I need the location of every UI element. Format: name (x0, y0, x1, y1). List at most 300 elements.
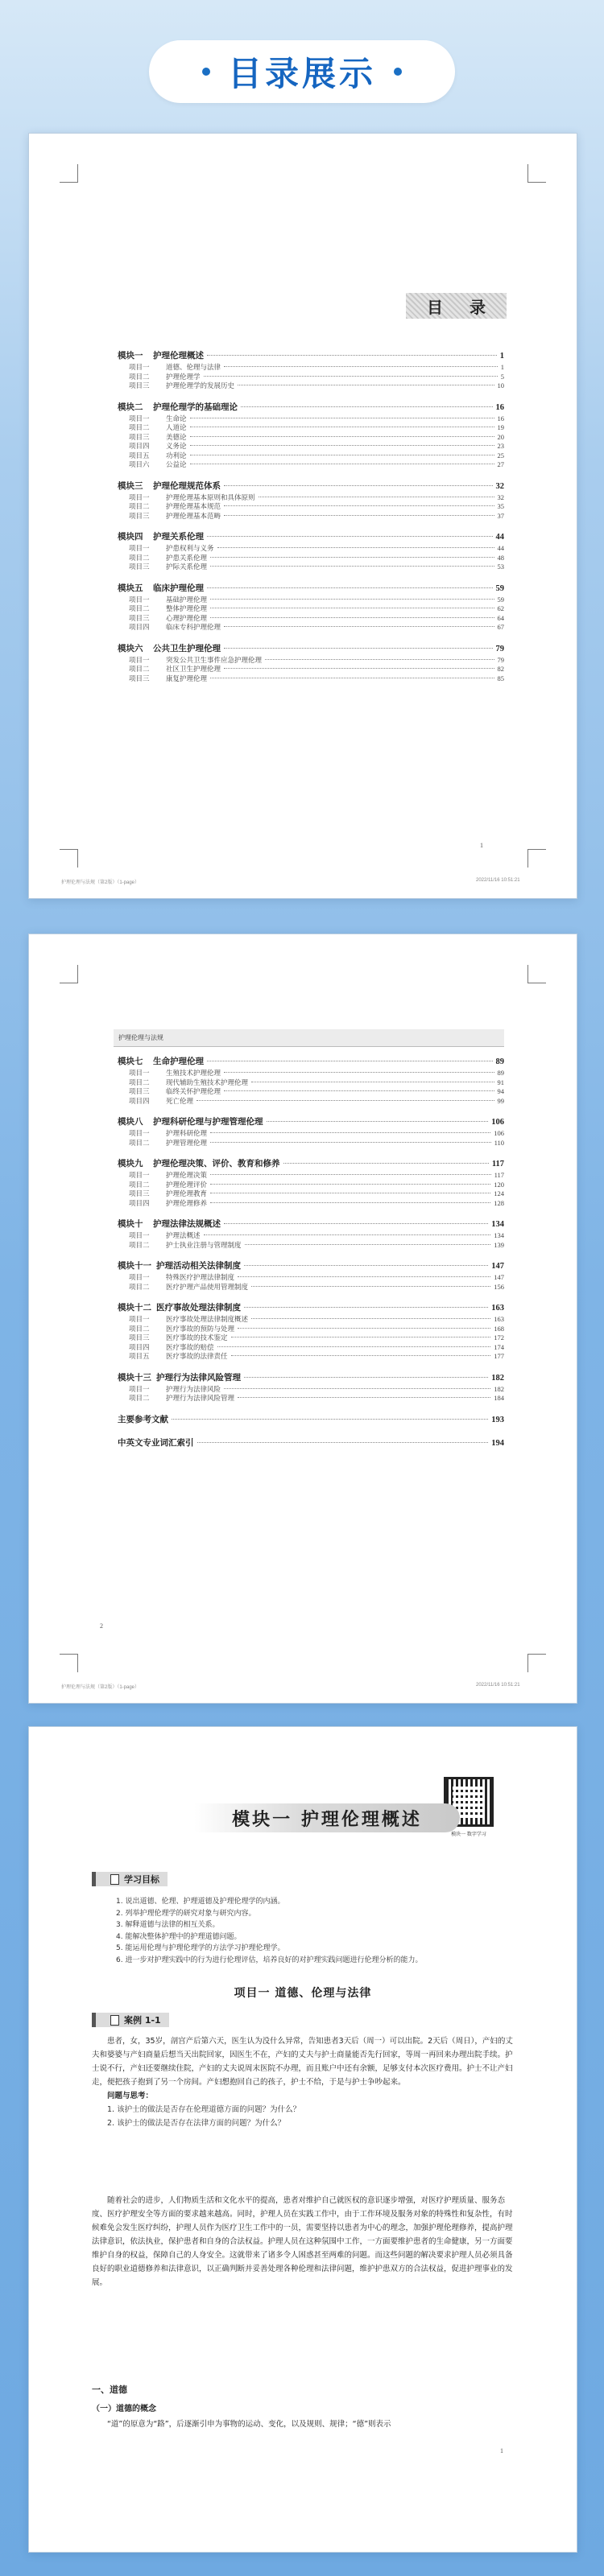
crop-mark (527, 164, 546, 183)
toc-leader-dots (241, 406, 493, 407)
questions-label: 问题与思考： (107, 2092, 154, 2100)
toc-title: 护理科研伦理 (166, 1129, 208, 1137)
crop-mark (60, 1654, 78, 1672)
toc-module-block (118, 1218, 504, 1249)
toc-page-number: 156 (494, 1282, 504, 1291)
toc-page-number: 89 (495, 1057, 504, 1066)
toc-module-row[interactable] (118, 1055, 504, 1068)
toc-label: 项目三 (129, 1087, 150, 1095)
toc-title: 护患权利与义务 (166, 544, 214, 552)
toc-label: 项目一 (129, 655, 150, 664)
toc-page-number: 174 (494, 1342, 504, 1351)
toc-page-2 (28, 934, 577, 1704)
qr-caption: 模块一 数字学习 (451, 1832, 486, 1837)
toc-module-block (118, 1055, 504, 1105)
intro-text: 随着社会的进步，人们物质生活和文化水平的提高，患者对维护自己就医权的意识逐步增强，对医疗护理质量、服务态度、医疗护理安全等方面的要求越来越高。同时，护理人员在实践工作中，由于工作环境及服务对象的特殊性和复杂性，有时候难免会发生医疗纠纷，护理人员作为医疗卫生工作中的一员，需要坚持以患者为中心的理念，加强护理伦理修养，提高护理法律意识，依法执业，保护患者和自身的合法权益。护理人员在这种氛围中工作，一方面要维护患者的生命健康，另一方面要维护自身的权益，保障自己的人身安全。这就带来了诸多令人困惑甚至两难的问题。而这些问题的解决要求护理人员必须具备良好的职业道德修养和法律意识，以正确判断并妥善处理各种伦理和法律问题，维护护患双方的合法权益，促进护理事业的发展。 (92, 2196, 513, 2287)
toc-page-number: 139 (494, 1240, 504, 1249)
toc-title: 医疗事故的技术鉴定 (166, 1333, 228, 1342)
toc-item-row[interactable] (118, 1342, 504, 1352)
toc-leader-dots (238, 1328, 490, 1329)
toc-item-row[interactable] (118, 511, 504, 521)
toc-item-row[interactable] (118, 604, 504, 613)
goal-item: 5. 能运用伦理与护理伦理学的方法学习护理伦理学。 (116, 1944, 285, 1952)
toc-label: 项目二 (129, 665, 150, 673)
toc-page-number: 23 (497, 442, 504, 450)
last-line-text: “道”的原意为“路”，后逐渐引申为事物的运动、变化，以及规则、规律；“德”则表示 (107, 2420, 391, 2429)
toc-page-number: 124 (494, 1189, 504, 1197)
crop-mark (60, 164, 78, 183)
toc-title: 护理科研伦理与护理管理伦理 (153, 1118, 263, 1127)
toc-page-number: 59 (495, 583, 504, 593)
toc-label: 项目四 (129, 1198, 150, 1207)
toc-title: 护理伦理基本范畴 (166, 511, 221, 520)
toc-title: 护理伦理规范体系 (153, 481, 221, 491)
toc-page-number: 59 (497, 595, 504, 604)
toc-page-number: 106 (494, 1129, 504, 1137)
footer-left: 护理伦理与法规（第2版）（1-page） (61, 1685, 140, 1690)
toc-module-block (118, 582, 504, 632)
toc-page-number: 35 (497, 502, 504, 510)
footer-right: 2022/11/16 10:51:21 (476, 878, 520, 883)
toc-item-row[interactable] (118, 553, 504, 563)
toc-leader-dots (197, 1100, 494, 1101)
toc-page-number: 91 (497, 1078, 504, 1086)
toc-title: 护理法律法规概述 (153, 1220, 221, 1229)
toc-module-row[interactable] (118, 1301, 504, 1314)
toc-item-row[interactable] (118, 1272, 504, 1282)
toc-item-row[interactable] (118, 493, 504, 502)
toc-page-number: 194 (491, 1438, 504, 1448)
toc-leader-dots (172, 1419, 488, 1420)
toc-leader-dots (238, 1276, 490, 1277)
toc-item-row[interactable] (118, 414, 504, 423)
toc-title: 医疗事故的法律责任 (166, 1352, 228, 1360)
toc-title: 护理关系伦理 (153, 533, 204, 542)
toc-module-block (118, 480, 504, 521)
toc-leader-dots (238, 1397, 490, 1398)
toc-leader-dots (217, 547, 494, 548)
toc-label: 项目二 (129, 1180, 150, 1189)
section-heading: 一、道德 (92, 2384, 127, 2395)
intro-paragraph (92, 2194, 519, 2290)
toc-label: 项目一 (129, 1129, 150, 1137)
toc-title: 临床护理伦理 (153, 583, 204, 593)
toc-module-row[interactable] (118, 1157, 504, 1170)
toc-label: 项目三 (129, 381, 150, 389)
toc-label: 模块十 (118, 1220, 143, 1229)
toc-leader-dots (210, 557, 494, 558)
toc-title: 护理伦理概述 (153, 352, 204, 361)
toc-item-row[interactable] (118, 1314, 504, 1324)
toc-page-number: 99 (497, 1096, 504, 1105)
toc-label: 项目五 (129, 1352, 150, 1360)
footer-left: 护理伦理与法规（第2版）（1-page） (61, 880, 140, 885)
toc-item-row[interactable] (118, 381, 504, 390)
toc-page-number: 44 (497, 544, 504, 552)
toc-title: 现代辅助生殖技术护理伦理 (166, 1078, 249, 1086)
toc-page-number: 79 (495, 644, 504, 653)
toc-title: 突发公共卫生事件应急护理伦理 (166, 655, 263, 664)
goal-item: 1. 说出道德、伦理、护理道德及护理伦理学的内涵。 (116, 1898, 285, 1906)
toc-extra-block (118, 1436, 504, 1449)
toc-page-number: 27 (497, 460, 504, 468)
toc-item-row[interactable] (118, 1189, 504, 1198)
toc-leader-dots (204, 1234, 491, 1235)
goal-item: 4. 能解决整体护理中的护理道德问题。 (116, 1932, 242, 1941)
toc-label: 项目二 (129, 1240, 150, 1249)
toc-item-row[interactable] (118, 1180, 504, 1189)
toc-title: 护理伦理学的发展历史 (166, 381, 235, 389)
toc-item-row[interactable] (118, 1333, 504, 1342)
toc-title: 临终关怀护理伦理 (166, 1087, 221, 1095)
toc-item-row[interactable] (118, 1198, 504, 1208)
toc-label: 项目一 (129, 414, 150, 422)
toc-leader-dots (245, 1244, 491, 1245)
toc-title: 基础护理伦理 (166, 595, 208, 604)
toc-title: 目 录 (427, 299, 497, 317)
toc-module-block (118, 530, 504, 571)
toc-leader-dots (265, 659, 494, 660)
page-number: 1 (500, 2447, 503, 2454)
toc-module-block (118, 1157, 504, 1207)
toc-page-number: 25 (497, 451, 504, 460)
toc-title: 护理伦理决策、评价、教育和修养 (153, 1160, 280, 1168)
toc-title: 医疗事故的预防与处理 (166, 1324, 235, 1333)
toc-page-number: 120 (494, 1180, 504, 1189)
toc-leader-dots (224, 626, 494, 627)
toc-label: 项目三 (129, 511, 150, 520)
toc-module-row[interactable] (118, 349, 504, 362)
toc-item-row[interactable] (118, 1170, 504, 1180)
toc-title: 护理行为法律风险管理 (156, 1373, 241, 1383)
toc-label: 项目四 (129, 623, 150, 631)
toc-item-row[interactable] (118, 664, 504, 674)
toc-leader-dots (210, 1202, 490, 1203)
toc-extra-row[interactable] (118, 1436, 504, 1449)
toc-title: 医疗事故处理法律制度概述 (166, 1315, 249, 1323)
toc-item-row[interactable] (118, 501, 504, 511)
toc-page-number: 94 (497, 1087, 504, 1095)
goal-item: 6. 进一步对护理实践中的行为进行伦理评估，培养良好的对护理实践问题进行伦理分析的能力。 (116, 1956, 423, 1964)
toc-page-number: 89 (497, 1069, 504, 1077)
toc-label: 项目六 (129, 460, 150, 468)
toc-page-number: 177 (494, 1352, 504, 1360)
toc-title: 生命护理伦理 (153, 1057, 204, 1066)
goal-item: 3. 解释道德与法律的相互关系。 (116, 1921, 220, 1929)
toc-title: 护士执业注册与管理制度 (166, 1240, 242, 1249)
project-title: 项目一 道德、伦理与法律 (234, 1987, 372, 2000)
toc-label: 模块九 (118, 1160, 143, 1168)
toc-page-number: 16 (497, 414, 504, 422)
toc-label: 模块十三 (118, 1373, 151, 1383)
toc-page-number: 182 (494, 1384, 504, 1393)
toc-leader-dots (207, 355, 497, 356)
toc-label: 项目二 (129, 1282, 150, 1291)
toc-leader-dots (224, 648, 493, 649)
toc-leader-dots (210, 599, 494, 600)
toc-module-row[interactable] (118, 401, 504, 414)
footer-right: 2022/11/16 10:51:21 (476, 1683, 520, 1688)
case-tag (92, 2013, 169, 2027)
toc-page-number: 134 (494, 1231, 504, 1239)
toc-page-number: 19 (497, 423, 504, 431)
toc-module-row[interactable] (118, 530, 504, 543)
toc-item-row[interactable] (118, 562, 504, 571)
toc-title: 特殊医疗护理法律制度 (166, 1273, 235, 1281)
toc-item-row[interactable] (118, 372, 504, 381)
toc-leader-dots (283, 1163, 489, 1164)
toc-title: 中英文专业词汇索引 (118, 1438, 194, 1448)
toc-title: 护理伦理学的基础理论 (153, 402, 238, 412)
toc-label: 项目三 (129, 563, 150, 571)
toc-page-number: 110 (494, 1138, 504, 1147)
toc-title: 心理护理伦理 (166, 613, 208, 622)
toc-page-number: 85 (497, 674, 504, 682)
toc-label: 模块十一 (118, 1262, 151, 1271)
toc-title: 医疗护理产品使用管理制度 (166, 1282, 249, 1291)
toc-page-number: 182 (491, 1373, 504, 1383)
toc-label: 项目三 (129, 1333, 150, 1342)
toc-module-row[interactable] (118, 1115, 504, 1128)
toc-page-number: 16 (495, 402, 504, 412)
banner-dot-left (202, 68, 210, 76)
toc-page-number: 32 (495, 481, 504, 491)
toc-leader-dots (207, 536, 493, 537)
toc-leader-dots (224, 485, 493, 486)
toc-leader-dots (204, 376, 498, 377)
page-number: 1 (480, 842, 483, 849)
toc-item-row[interactable] (118, 1384, 504, 1394)
toc-label: 模块四 (118, 533, 143, 542)
toc-leader-dots (224, 366, 498, 367)
toc-label: 项目一 (129, 363, 150, 371)
toc-title: 社区卫生护理伦理 (166, 665, 221, 673)
toc-leader-dots (210, 1184, 490, 1185)
toc-item-row[interactable] (118, 655, 504, 665)
toc-page-number: 1 (499, 352, 504, 361)
toc-label: 模块五 (118, 583, 143, 593)
toc-leader-dots (210, 1132, 490, 1133)
toc-item-row[interactable] (118, 432, 504, 442)
toc-page-number: 37 (497, 511, 504, 520)
toc-module-row[interactable] (118, 1259, 504, 1272)
module-title: 模块一 护理伦理概述 (232, 1809, 422, 1830)
learning-goals-tag (92, 1872, 168, 1886)
toc-item-row[interactable] (118, 451, 504, 460)
toc-extra-block (118, 1413, 504, 1426)
toc-leader-dots (224, 515, 494, 516)
toc-item-row[interactable] (118, 1282, 504, 1292)
toc-label: 项目二 (129, 423, 150, 431)
toc-title: 护理伦理决策 (166, 1171, 208, 1179)
toc-page-number: 62 (497, 604, 504, 612)
toc-title: 护理伦理学 (166, 372, 201, 381)
crop-mark (527, 1654, 546, 1672)
toc-module-row[interactable] (118, 642, 504, 655)
toc-leader-dots (190, 445, 494, 446)
toc-page-number: 79 (497, 655, 504, 664)
toc-title: 人道论 (166, 423, 187, 431)
toc-leader-dots (210, 1174, 491, 1175)
toc-leader-dots (210, 1142, 491, 1143)
toc-label: 项目一 (129, 544, 150, 552)
toc-title: 死亡伦理 (166, 1096, 194, 1105)
toc-item-row[interactable] (118, 1324, 504, 1333)
toc-item-row[interactable] (118, 1230, 504, 1240)
toc-label: 项目一 (129, 1384, 150, 1393)
toc-item-row[interactable] (118, 1128, 504, 1138)
toc-item-row[interactable] (118, 441, 504, 451)
toc-label: 模块八 (118, 1118, 143, 1127)
toc-leader-dots (210, 617, 494, 618)
toc-extra-row[interactable] (118, 1413, 504, 1426)
toc-label: 项目一 (129, 1171, 150, 1179)
toc-page-number: 106 (491, 1118, 504, 1127)
toc-leader-dots (190, 436, 494, 437)
banner-dot-right (394, 68, 402, 76)
toc-label: 模块二 (118, 402, 143, 412)
toc-item-row[interactable] (118, 613, 504, 623)
case-icon (110, 2015, 119, 2026)
toc-item-row[interactable] (118, 674, 504, 683)
toc-item-row[interactable] (118, 1393, 504, 1403)
toc-leader-dots (207, 587, 493, 588)
toc-module-row[interactable] (118, 582, 504, 595)
case-body (92, 2034, 519, 2130)
crop-mark (60, 849, 78, 868)
toc-leader-dots (197, 1442, 489, 1443)
toc-item-row[interactable] (118, 1240, 504, 1250)
toc-title: 临床专科护理伦理 (166, 623, 221, 631)
toc-label: 项目五 (129, 451, 150, 460)
toc-page-number: 184 (494, 1394, 504, 1402)
toc-list (118, 349, 504, 693)
toc-page-number: 1 (500, 363, 504, 371)
toc-module-block (118, 1115, 504, 1147)
toc-title: 护理行为法律风险管理 (166, 1394, 235, 1402)
toc-label: 项目二 (129, 1324, 150, 1333)
toc-module-row[interactable] (118, 1371, 504, 1384)
toc-page-number: 67 (497, 623, 504, 631)
toc-page-number: 53 (497, 563, 504, 571)
toc-label: 模块十二 (118, 1304, 151, 1313)
toc-label: 项目一 (129, 595, 150, 604)
toc-label: 项目三 (129, 1189, 150, 1197)
toc-module-row[interactable] (118, 480, 504, 493)
toc-item-row[interactable] (118, 622, 504, 632)
toc-label: 项目二 (129, 1138, 150, 1147)
toc-item-row[interactable] (118, 543, 504, 553)
toc-title: 护理伦理基本原则和具体原则 (166, 493, 255, 501)
toc-item-row[interactable] (118, 460, 504, 469)
toc-page-number: 32 (497, 493, 504, 501)
toc-label: 项目二 (129, 553, 150, 562)
toc-item-row[interactable] (118, 1096, 504, 1106)
question-item: 2. 该护士的做法是否存在法律方面的问题？为什么？ (107, 2119, 286, 2128)
toc-item-row[interactable] (118, 1351, 504, 1361)
toc-title: 护理活动相关法律制度 (156, 1262, 241, 1271)
toc-label: 项目二 (129, 372, 150, 381)
toc-title-bar (406, 293, 507, 319)
toc-label: 项目二 (129, 502, 150, 510)
toc-page-number: 10 (497, 381, 504, 389)
toc-page-number: 117 (491, 1160, 504, 1168)
toc-item-row[interactable] (118, 1138, 504, 1148)
toc-title: 医疗事故处理法律制度 (156, 1304, 241, 1313)
toc-leader-dots (224, 1223, 488, 1224)
case-label: 案例 1-1 (124, 2015, 161, 2026)
toc-item-row[interactable] (118, 422, 504, 432)
toc-title: 护理伦理教育 (166, 1189, 208, 1197)
toc-label: 项目四 (129, 1096, 150, 1105)
toc-label: 项目二 (129, 1078, 150, 1086)
toc-title: 护理管理伦理 (166, 1138, 208, 1147)
toc-leader-dots (224, 1090, 494, 1091)
toc-leader-dots (224, 1072, 494, 1073)
toc-module-block (118, 642, 504, 683)
toc-module-block (118, 1301, 504, 1361)
question-item: 1. 该护士的做法是否存在伦理道德方面的问题？为什么？ (107, 2105, 301, 2114)
book-icon (110, 1874, 119, 1885)
toc-label: 模块六 (118, 644, 143, 653)
toc-leader-dots (224, 668, 494, 669)
toc-item-row[interactable] (118, 362, 504, 372)
toc-label: 模块一 (118, 352, 143, 361)
content-page (28, 1726, 577, 2553)
toc-module-row[interactable] (118, 1218, 504, 1230)
toc-page-number: 64 (497, 613, 504, 622)
toc-title: 美德论 (166, 432, 187, 441)
toc-leader-dots (251, 1318, 490, 1319)
toc-item-row[interactable] (118, 1086, 504, 1096)
toc-title: 护理行为法律风险 (166, 1384, 221, 1393)
toc-label: 项目三 (129, 674, 150, 682)
crop-mark (527, 849, 546, 868)
toc-module-block (118, 401, 504, 469)
toc-label: 模块三 (118, 481, 143, 491)
toc-label: 项目四 (129, 1342, 150, 1351)
toc-title: 医疗事故的赔偿 (166, 1342, 214, 1351)
toc-item-row[interactable] (118, 1068, 504, 1078)
toc-page-number: 163 (491, 1304, 504, 1313)
toc-title: 生命论 (166, 414, 187, 422)
banner-title: 目录展示 (227, 54, 376, 93)
toc-label: 项目四 (129, 442, 150, 450)
toc-title: 护际关系伦理 (166, 563, 208, 571)
toc-label: 项目一 (129, 1069, 150, 1077)
toc-item-row[interactable] (118, 595, 504, 604)
subsection-heading: （一）道德的概念 (92, 2405, 156, 2413)
toc-module-block (118, 1259, 504, 1291)
toc-title: 功利论 (166, 451, 187, 460)
toc-page-number: 48 (497, 553, 504, 562)
toc-page-number: 117 (494, 1171, 504, 1179)
toc-leader-dots (244, 1307, 488, 1308)
toc-item-row[interactable] (118, 1078, 504, 1087)
toc-page-number: 168 (494, 1324, 504, 1333)
toc-title: 公益论 (166, 460, 187, 468)
toc-title: 道德、伦理与法律 (166, 363, 221, 371)
toc-title: 生殖技术护理伦理 (166, 1069, 221, 1077)
toc-leader-dots (251, 1286, 490, 1287)
toc-leader-dots (210, 566, 494, 567)
toc-page-number: 134 (491, 1220, 504, 1229)
last-line (92, 2417, 519, 2431)
toc-page-number: 128 (494, 1198, 504, 1207)
toc-page-number: 147 (491, 1262, 504, 1271)
case-text: 患者，女，35岁，剖宫产后第六天，医生认为没什么异常，告知患者3天后（周一）可以出院。2天后（周日），产妇的丈夫和婆婆与产妇商量后想当天出院回家，因医生不在，产妇的丈夫与护士商量能否先行回家，等周一再回来办理出院手续。护士说不行，产妇还要继续住院，产妇的丈夫说周末医院不办理，而且账户中还有余额，足够支付本次医疗费用。护士不让产妇走，便把孩子抱到了另一个房间。产妇想抱回自己的孩子，护士不给，于是与护士争吵起来。 (92, 2037, 513, 2087)
goal-item: 2. 列举护理伦理学的研究对象与研究内容。 (116, 1909, 256, 1918)
